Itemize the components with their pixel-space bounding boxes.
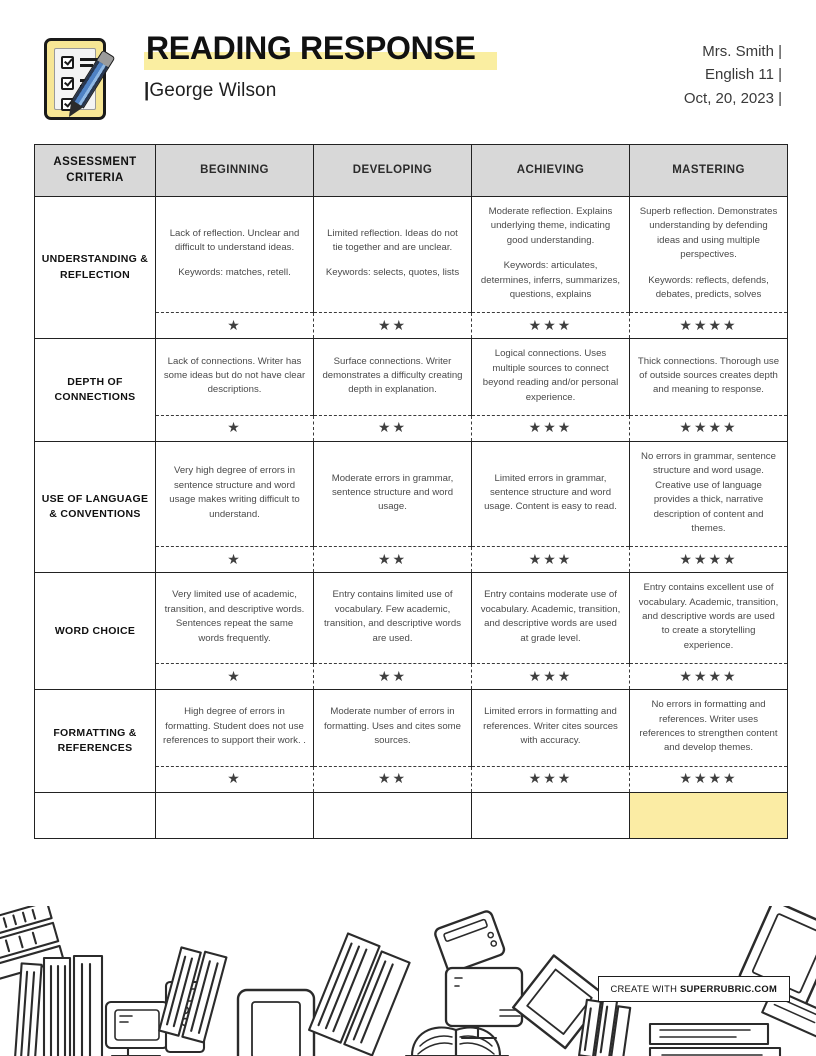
descriptor-text: Limited errors in grammar, sentence structure and word usage. Content is easy to read. bbox=[484, 472, 617, 513]
star-rating-mastering[interactable]: ★★★★ bbox=[630, 547, 788, 573]
check-mark-icon bbox=[64, 56, 73, 65]
rubric-table bbox=[34, 144, 788, 839]
descriptor-text: Superb reflection. Demonstrates understanding by defending ideas and using multiple perspectives. bbox=[639, 206, 778, 261]
document-header bbox=[0, 0, 816, 140]
descriptor-cell-mastering bbox=[630, 441, 788, 546]
descriptor-keywords: Keywords: matches, retell. bbox=[178, 267, 291, 279]
title-block bbox=[126, 32, 638, 102]
descriptor-cell-mastering bbox=[630, 197, 788, 313]
descriptor-cell-achieving bbox=[472, 573, 630, 664]
star-rating-achieving[interactable]: ★★★ bbox=[472, 313, 630, 339]
table-row bbox=[35, 339, 788, 416]
page-title bbox=[144, 32, 477, 66]
criteria-cell: DEPTH OF CONNECTIONS bbox=[35, 339, 156, 442]
star-rating-beginning[interactable]: ★ bbox=[156, 547, 314, 573]
descriptor-cell-achieving bbox=[472, 690, 630, 767]
star-rating-mastering[interactable]: ★★★★ bbox=[630, 313, 788, 339]
descriptor-text: Entry contains limited use of vocabulary. Few academic, transition, and descriptive words are used. bbox=[323, 589, 462, 644]
criteria-header-line2: CRITERIA bbox=[66, 171, 124, 184]
descriptor-cell-beginning bbox=[156, 441, 314, 546]
student-name: George Wilson bbox=[149, 79, 277, 101]
star-rating-achieving[interactable]: ★★★ bbox=[472, 766, 630, 792]
descriptor-cell-beginning bbox=[156, 339, 314, 416]
meta-course: English 11 | bbox=[705, 66, 782, 84]
column-header-developing: DEVELOPING bbox=[314, 145, 472, 197]
descriptor-text: No errors in grammar, sentence structure and word usage. Creative use of language provides a thick, narrative description of content and themes. bbox=[641, 450, 776, 534]
descriptor-cell-mastering bbox=[630, 690, 788, 767]
descriptor-text: Thick connections. Thorough use of outside sources creates depth and meaning to response. bbox=[637, 355, 780, 396]
descriptor-cell-developing bbox=[314, 573, 472, 664]
checkbox-icon bbox=[61, 77, 74, 90]
criteria-cell: WORD CHOICE bbox=[35, 573, 156, 690]
star-rating-beginning[interactable]: ★ bbox=[156, 766, 314, 792]
star-rating-developing[interactable]: ★★ bbox=[314, 766, 472, 792]
badge-prefix: CREATE WITH bbox=[610, 983, 681, 994]
comments-row[interactable] bbox=[35, 792, 788, 838]
criteria-cell: FORMATTING & REFERENCES bbox=[35, 690, 156, 793]
descriptor-text: Lack of reflection. Unclear and difficult to understand ideas. bbox=[169, 227, 300, 253]
comments-cell[interactable] bbox=[472, 792, 630, 838]
descriptor-keywords: Keywords: selects, quotes, lists bbox=[325, 267, 460, 279]
descriptor-cell-developing bbox=[314, 197, 472, 313]
descriptor-cell-achieving bbox=[472, 441, 630, 546]
student-name-line bbox=[144, 80, 638, 102]
descriptor-text: No errors in formatting and references. Writer uses references to strengthen content and develop themes. bbox=[639, 699, 778, 754]
student-name-prefix: | bbox=[144, 79, 150, 101]
descriptor-cell-developing bbox=[314, 339, 472, 416]
descriptor-text: Moderate errors in grammar, sentence structure and word usage. bbox=[331, 472, 454, 513]
descriptor-text: Surface connections. Writer demonstrates a difficulty creating depth in explanation. bbox=[322, 355, 463, 396]
descriptor-text: Entry contains moderate use of vocabulary. Academic, transition, and descriptive words are used at grade level. bbox=[480, 589, 621, 644]
column-header-mastering: MASTERING bbox=[630, 145, 788, 197]
descriptor-cell-beginning bbox=[156, 690, 314, 767]
table-row bbox=[35, 441, 788, 546]
descriptor-cell-beginning bbox=[156, 197, 314, 313]
descriptor-text: Logical connections. Uses multiple sources to connect beyond reading and/or personal experience. bbox=[482, 348, 619, 403]
descriptor-text: Limited errors in formatting and references. Writer cites sources with accuracy. bbox=[483, 706, 618, 747]
descriptor-cell-mastering bbox=[630, 573, 788, 664]
star-rating-developing[interactable]: ★★ bbox=[314, 415, 472, 441]
rubric-header-row bbox=[35, 145, 788, 197]
criteria-cell: UNDERSTANDING & REFLECTION bbox=[35, 197, 156, 339]
descriptor-text: High degree of errors in formatting. Student does not use references to support their work. . bbox=[163, 706, 306, 747]
descriptor-cell-developing bbox=[314, 441, 472, 546]
star-rating-achieving[interactable]: ★★★ bbox=[472, 547, 630, 573]
star-rating-mastering[interactable]: ★★★★ bbox=[630, 415, 788, 441]
descriptor-text: Moderate number of errors in formatting. Uses and cites some sources. bbox=[323, 706, 462, 747]
star-rating-developing[interactable]: ★★ bbox=[314, 664, 472, 690]
descriptor-text: Entry contains excellent use of vocabulary. Academic, transition, and descriptive words are used to create a storytelling experience. bbox=[638, 582, 779, 651]
star-rating-developing[interactable]: ★★ bbox=[314, 547, 472, 573]
table-row bbox=[35, 573, 788, 664]
descriptor-keywords: Keywords: reflects, defends, debates, predicts, solves bbox=[648, 274, 769, 300]
star-rating-mastering[interactable]: ★★★★ bbox=[630, 664, 788, 690]
descriptor-text: Very limited use of academic, transition, and descriptive words. Sentences repeat the same words frequently. bbox=[164, 589, 305, 644]
document-meta bbox=[638, 32, 788, 110]
star-rating-achieving[interactable]: ★★★ bbox=[472, 664, 630, 690]
descriptor-cell-achieving bbox=[472, 197, 630, 313]
star-rating-developing[interactable]: ★★ bbox=[314, 313, 472, 339]
star-rating-achieving[interactable]: ★★★ bbox=[472, 415, 630, 441]
descriptor-cell-achieving bbox=[472, 339, 630, 416]
descriptor-cell-mastering bbox=[630, 339, 788, 416]
comments-cell[interactable] bbox=[156, 792, 314, 838]
column-header-beginning: BEGINNING bbox=[156, 145, 314, 197]
watermark-badge bbox=[598, 976, 790, 1002]
descriptor-text: Limited reflection. Ideas do not tie together and are unclear. bbox=[327, 227, 458, 253]
criteria-header-line1: ASSESSMENT bbox=[53, 156, 137, 168]
descriptor-keywords: Keywords: articulates, determines, inferrs, summarizes, questions, explains bbox=[480, 260, 621, 300]
meta-date: Oct, 20, 2023 | bbox=[683, 89, 782, 107]
column-header-achieving: ACHIEVING bbox=[472, 145, 630, 197]
star-rating-beginning[interactable]: ★ bbox=[156, 664, 314, 690]
criteria-cell: USE OF LANGUAGE & CONVENTIONS bbox=[35, 441, 156, 572]
table-row bbox=[35, 690, 788, 767]
badge-brand: SUPERRUBRIC.COM bbox=[680, 983, 777, 994]
meta-teacher: Mrs. Smith | bbox=[702, 43, 782, 60]
star-rating-mastering[interactable]: ★★★★ bbox=[630, 766, 788, 792]
star-rating-beginning[interactable]: ★ bbox=[156, 313, 314, 339]
checkbox-icon bbox=[61, 56, 74, 69]
descriptor-text: Very high degree of errors in sentence structure and word usage makes writing difficult to understand. bbox=[169, 465, 300, 520]
total-score-cell[interactable] bbox=[630, 792, 788, 838]
comments-cell[interactable] bbox=[314, 792, 472, 838]
column-header-criteria bbox=[35, 145, 156, 197]
descriptor-cell-beginning bbox=[156, 573, 314, 664]
clipboard-checklist-pencil-icon bbox=[34, 36, 126, 132]
check-mark-icon bbox=[64, 77, 73, 86]
descriptor-cell-developing bbox=[314, 690, 472, 767]
page-title-text: READING RESPONSE bbox=[146, 30, 476, 66]
descriptor-text: Moderate reflection. Explains underlying theme, indicating good understanding. bbox=[488, 206, 613, 246]
descriptor-text: Lack of connections. Writer has some ideas but do not have clear descriptions. bbox=[163, 355, 306, 396]
table-row bbox=[35, 197, 788, 313]
star-rating-beginning[interactable]: ★ bbox=[156, 415, 314, 441]
comments-cell[interactable] bbox=[35, 792, 156, 838]
